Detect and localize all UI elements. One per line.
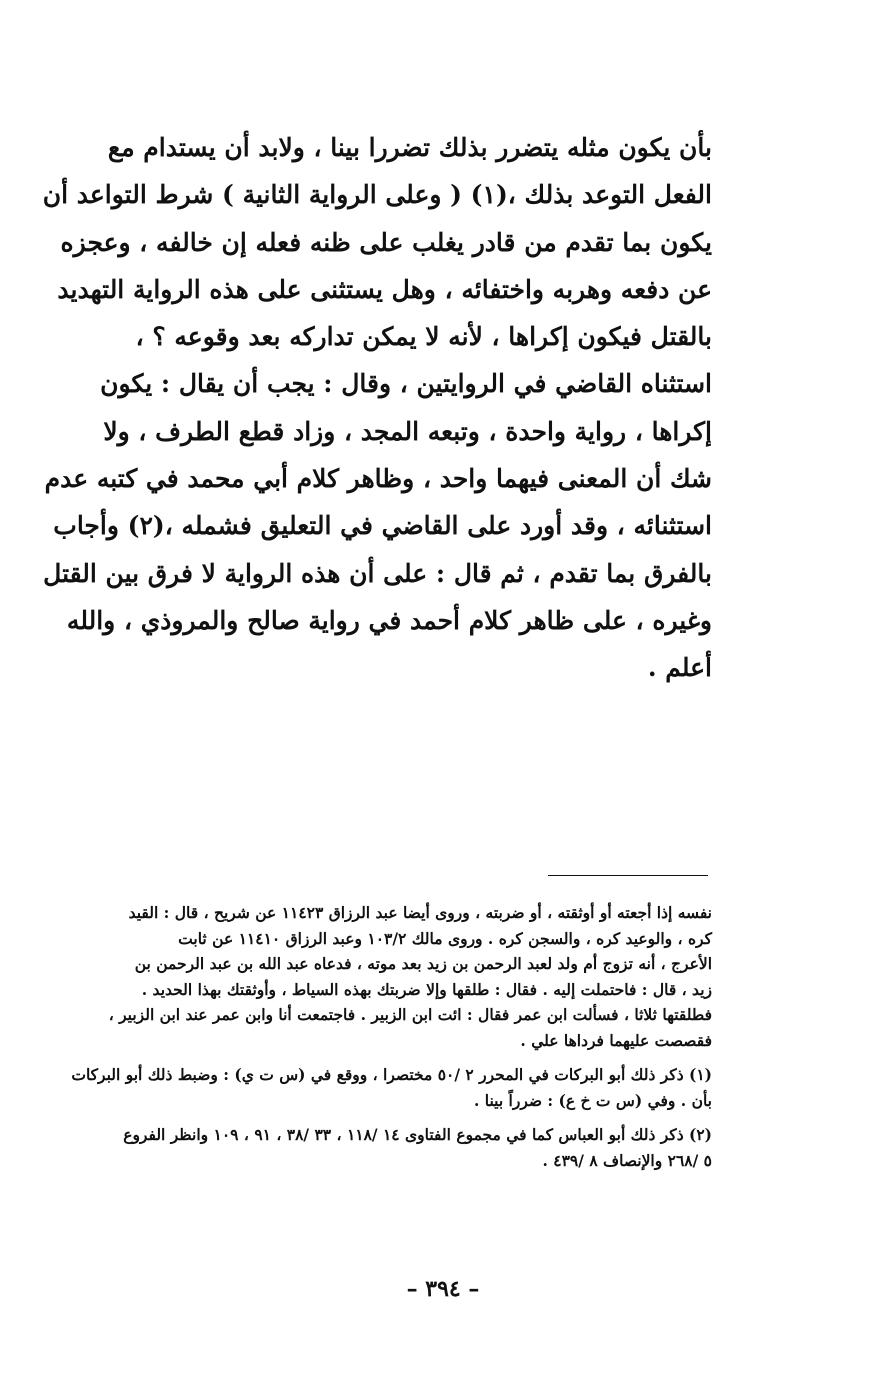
footnotes-section	[71, 900, 712, 1182]
main-body-text	[42, 124, 712, 692]
footnote-line: فطلقتها ثلاثا ، فسألت ابن عمر فقال : ائت ابن الزبير . فاجتمعت أنا وابن عمر عند ابن الزبير ،	[108, 1005, 712, 1024]
body-line: عن دفعه وهربه واختفائه ، وهل يستثنى على هذه الرواية التهديد	[57, 274, 712, 304]
footnote-line: الأعرج ، أنه تزوج أم ولد لعبد الرحمن بن زيد بعد موته ، فدعاه عبد الله بن عبد الرحمن بن	[134, 954, 712, 973]
body-line: أعلم .	[647, 653, 712, 683]
footnote-line: ٥ /٢٦٨ والإنصاف ٨ /٤٣٩ .	[542, 1150, 712, 1170]
footnote-line: (٢) ذكر ذلك أبو العباس كما في مجموع الفتاوى ١٤ /١١٨ ، ٣٣ /٣٨ ، ٩١ ، ١٠٩ وانظر الفروع	[123, 1125, 712, 1144]
body-line: وغيره ، على ظاهر كلام أحمد في رواية صالح والمروذي ، والله	[66, 605, 712, 635]
body-line: استثنائه ، وقد أورد على القاضي في التعليق فشمله ،(٢) وأجاب	[53, 511, 712, 541]
footnote-line: فقصصت عليهما فرداها علي .	[520, 1030, 712, 1050]
body-line: إكراها ، رواية واحدة ، وتبعه المجد ، وزاد قطع الطرف ، ولا	[103, 416, 712, 446]
footnote-2	[112, 1122, 712, 1173]
footnote-1	[71, 1062, 712, 1113]
footnote-continuation	[108, 900, 712, 1053]
footnote-separator	[548, 875, 708, 876]
footnote-line: زيد ، قال : فاحتملت إليه . فقال : طلقها وإلا ضربتك بهذه السياط ، وأوثقتك بهذا الحديد .	[141, 979, 712, 999]
footnote-line: كره ، والوعيد كره ، والسجن كره . وروى مالك ١٠٣/٢ وعبد الرزاق ١١٤١٠ عن ثابت	[178, 928, 712, 948]
footnote-line: نفسه إذا أجعته أو أوثقته ، أو ضربته ، وروى أيضا عبد الرزاق ١١٤٢٣ عن شريح ، قال : القيد	[128, 903, 712, 922]
body-line: بالفرق بما تقدم ، ثم قال : على أن هذه الرواية لا فرق بين القتل	[43, 558, 712, 588]
body-line: بأن يكون مثله يتضرر بذلك تضررا بينا ، ولابد أن يستدام مع	[107, 133, 712, 162]
footnote-line: بأن . وفي (س ت خ ع) : ضرراً بينا .	[473, 1090, 712, 1110]
body-line: بالقتل فيكون إكراها ، لأنه لا يمكن تداركه بعد وقوعه ؟ ،	[135, 322, 712, 352]
body-line: استثناه القاضي في الروايتين ، وقال : يجب أن يقال : يكون	[100, 369, 712, 399]
body-line: يكون بما تقدم من قادر يغلب على ظنه فعله إن خالفه ، وعجزه	[60, 227, 712, 257]
footnote-line: (١) ذكر ذلك أبو البركات في المحرر ٢ /٥٠ مختصرا ، ووقع في (س ت ي) : وضبط ذلك أبو البركات	[71, 1065, 712, 1084]
page-number: – ٣٩٤ –	[406, 1276, 480, 1302]
body-line: شك أن المعنى فيهما واحد ، وظاهر كلام أبي محمد في كتبه عدم	[44, 464, 712, 494]
body-line: الفعل التوعد بذلك ،(١) ( وعلى الرواية الثانية ) شرط التواعد أن	[42, 180, 712, 210]
